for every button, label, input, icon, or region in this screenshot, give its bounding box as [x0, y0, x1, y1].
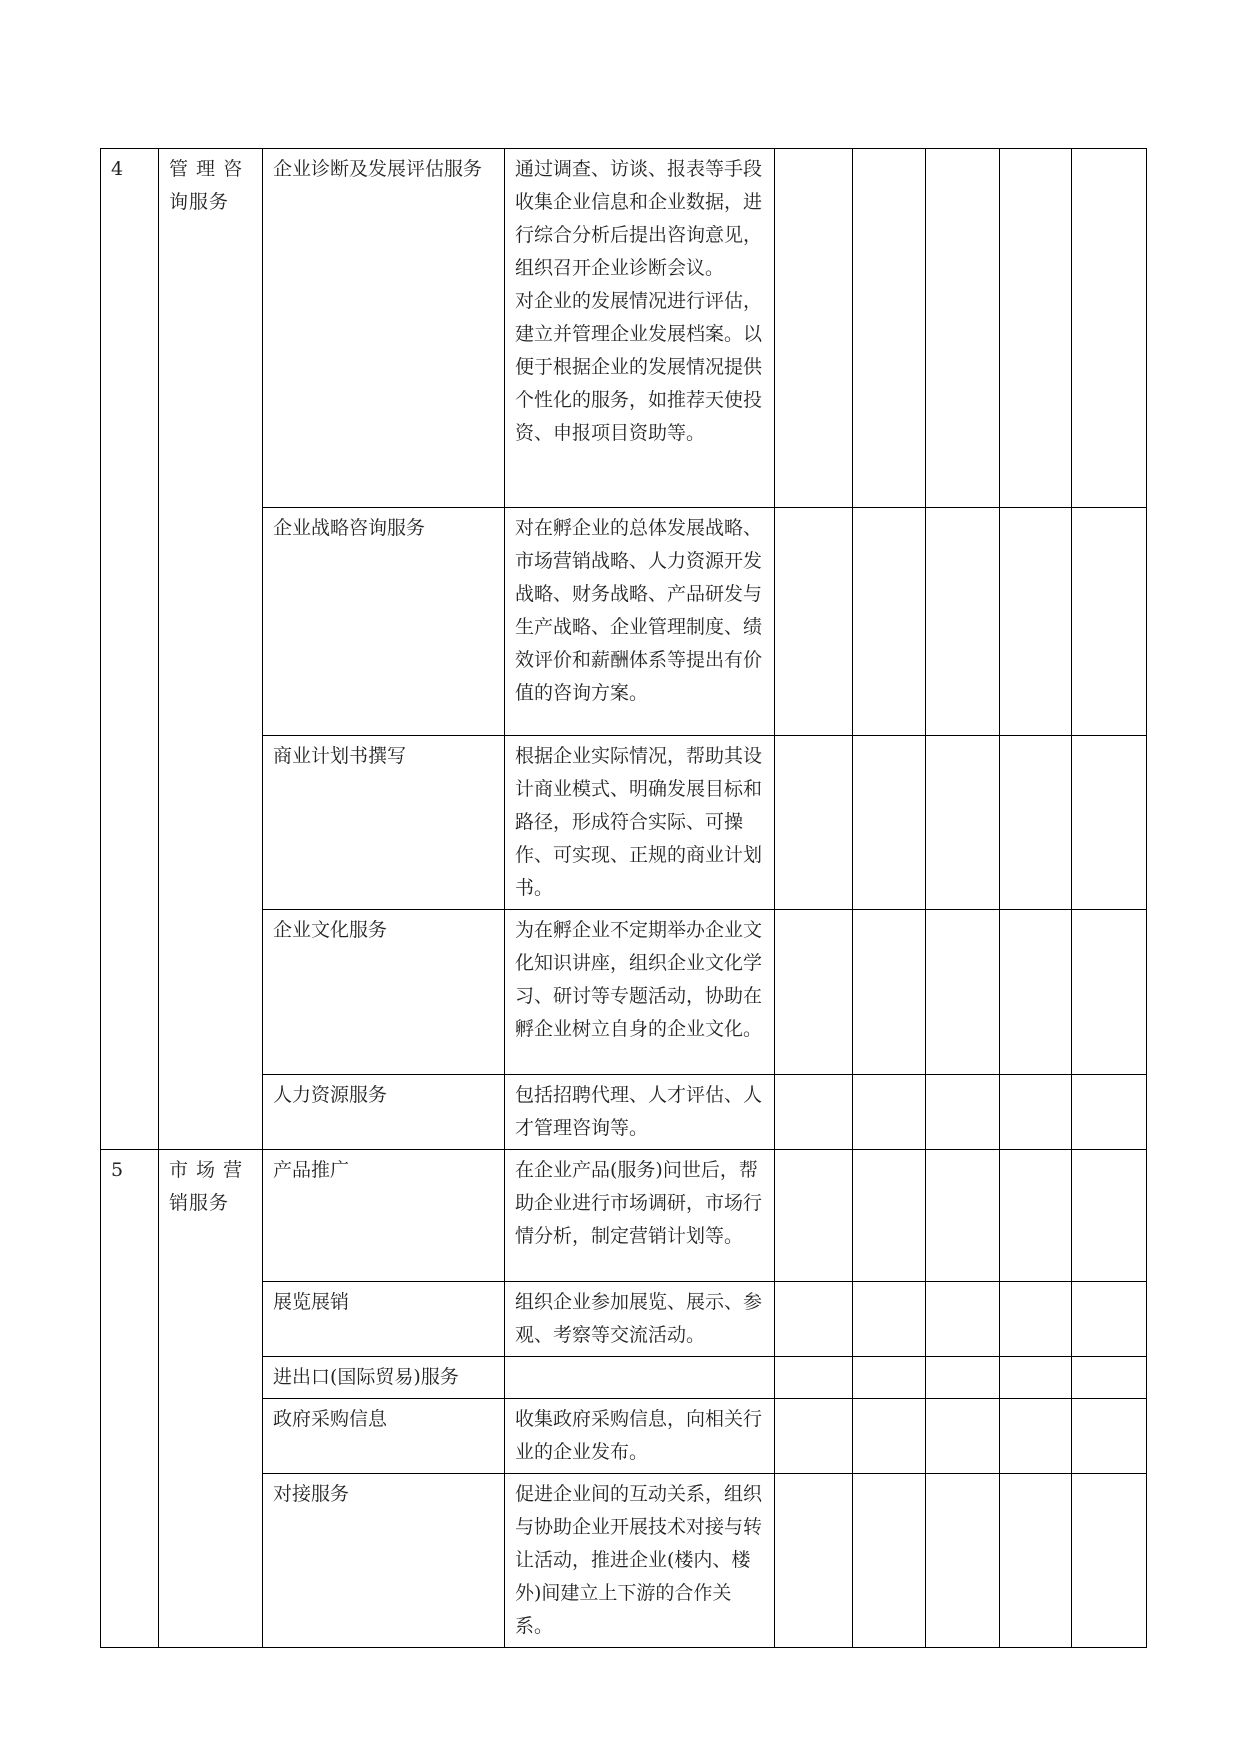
- empty-cell: [1000, 736, 1072, 910]
- empty-cell: [853, 736, 926, 910]
- service-name: 进出口(国际贸易)服务: [263, 1357, 505, 1399]
- empty-cell: [775, 736, 853, 910]
- service-description: [505, 1150, 775, 1282]
- service-name: 对接服务: [263, 1474, 505, 1648]
- service-description: [505, 149, 775, 508]
- empty-cell: [775, 1282, 853, 1357]
- service-description: [505, 1357, 775, 1399]
- empty-cell: [853, 1282, 926, 1357]
- empty-cell: [775, 1399, 853, 1474]
- empty-cell: [926, 1357, 1000, 1399]
- empty-cell: [853, 1357, 926, 1399]
- empty-cell: [1000, 1357, 1072, 1399]
- description-paragraph: 对企业的发展情况进行评估，建立并管理企业发展档案。以便于根据企业的发展情况提供个性化的服务，如推荐天使投资、申报项目资助等。: [515, 290, 763, 444]
- empty-cell: [1072, 508, 1147, 736]
- description-paragraph: 根据企业实际情况，帮助其设计商业模式、明确发展目标和路径，形成符合实际、可操作、可实现、正规的商业计划书。: [515, 745, 763, 899]
- empty-cell: [1000, 1399, 1072, 1474]
- group-number: 4: [101, 149, 159, 1150]
- service-name: 产品推广: [263, 1150, 505, 1282]
- description-paragraph: 为在孵企业不定期举办企业文化知识讲座，组织企业文化学习、研讨等专题活动，协助在孵企业树立自身的企业文化。: [515, 919, 763, 1040]
- service-description: [505, 910, 775, 1075]
- empty-cell: [926, 1282, 1000, 1357]
- empty-cell: [775, 1075, 853, 1150]
- empty-cell: [853, 1474, 926, 1648]
- empty-cell: [775, 1474, 853, 1648]
- empty-cell: [853, 910, 926, 1075]
- service-name: 展览展销: [263, 1282, 505, 1357]
- empty-cell: [775, 910, 853, 1075]
- empty-cell: [1072, 910, 1147, 1075]
- empty-cell: [775, 508, 853, 736]
- service-description: [505, 1282, 775, 1357]
- empty-cell: [1000, 1474, 1072, 1648]
- service-name: 政府采购信息: [263, 1399, 505, 1474]
- group-category: 市 场 营销服务: [159, 1150, 263, 1648]
- empty-cell: [926, 736, 1000, 910]
- empty-cell: [775, 149, 853, 508]
- empty-cell: [1000, 1282, 1072, 1357]
- empty-cell: [1000, 910, 1072, 1075]
- table-row: [101, 149, 1147, 508]
- description-paragraph: 促进企业间的互动关系，组织与协助企业开展技术对接与转让活动，推进企业(楼内、楼外)间建立上下游的合作关系。: [515, 1483, 763, 1637]
- empty-cell: [926, 910, 1000, 1075]
- service-name: 人力资源服务: [263, 1075, 505, 1150]
- empty-cell: [1072, 1150, 1147, 1282]
- service-name: 企业文化服务: [263, 910, 505, 1075]
- empty-cell: [853, 1399, 926, 1474]
- service-name: 企业诊断及发展评估服务: [263, 149, 505, 508]
- empty-cell: [926, 1474, 1000, 1648]
- empty-cell: [1072, 1075, 1147, 1150]
- service-description: [505, 508, 775, 736]
- empty-cell: [926, 149, 1000, 508]
- service-description: [505, 1399, 775, 1474]
- empty-cell: [1000, 149, 1072, 508]
- empty-cell: [1000, 1150, 1072, 1282]
- description-paragraph: 通过调查、访谈、报表等手段收集企业信息和企业数据，进行综合分析后提出咨询意见，组织召开企业诊断会议。: [515, 158, 763, 279]
- description-paragraph: 收集政府采购信息，向相关行业的企业发布。: [515, 1408, 763, 1463]
- table-row: [101, 1150, 1147, 1282]
- service-description: [505, 736, 775, 910]
- empty-cell: [1072, 1474, 1147, 1648]
- service-name: 企业战略咨询服务: [263, 508, 505, 736]
- description-paragraph: 对在孵企业的总体发展战略、市场营销战略、人力资源开发战略、财务战略、产品研发与生产战略、企业管理制度、绩效评价和薪酬体系等提出有价值的咨询方案。: [515, 517, 763, 704]
- description-paragraph: 在企业产品(服务)问世后，帮助企业进行市场调研，市场行情分析，制定营销计划等。: [515, 1159, 763, 1247]
- empty-cell: [926, 508, 1000, 736]
- empty-cell: [853, 508, 926, 736]
- empty-cell: [1072, 1399, 1147, 1474]
- empty-cell: [1000, 508, 1072, 736]
- empty-cell: [775, 1357, 853, 1399]
- service-name: 商业计划书撰写: [263, 736, 505, 910]
- empty-cell: [1072, 1282, 1147, 1357]
- empty-cell: [1000, 1075, 1072, 1150]
- empty-cell: [1072, 736, 1147, 910]
- empty-cell: [775, 1150, 853, 1282]
- empty-cell: [1072, 1357, 1147, 1399]
- service-description: [505, 1075, 775, 1150]
- service-table: [100, 148, 1147, 1648]
- description-paragraph: 包括招聘代理、人才评估、人才管理咨询等。: [515, 1084, 763, 1139]
- empty-cell: [926, 1150, 1000, 1282]
- group-number: 5: [101, 1150, 159, 1648]
- empty-cell: [926, 1075, 1000, 1150]
- service-description: [505, 1474, 775, 1648]
- description-paragraph: 组织企业参加展览、展示、参观、考察等交流活动。: [515, 1291, 763, 1346]
- empty-cell: [853, 149, 926, 508]
- empty-cell: [1072, 149, 1147, 508]
- empty-cell: [853, 1150, 926, 1282]
- group-category: 管 理 咨询服务: [159, 149, 263, 1150]
- empty-cell: [853, 1075, 926, 1150]
- empty-cell: [926, 1399, 1000, 1474]
